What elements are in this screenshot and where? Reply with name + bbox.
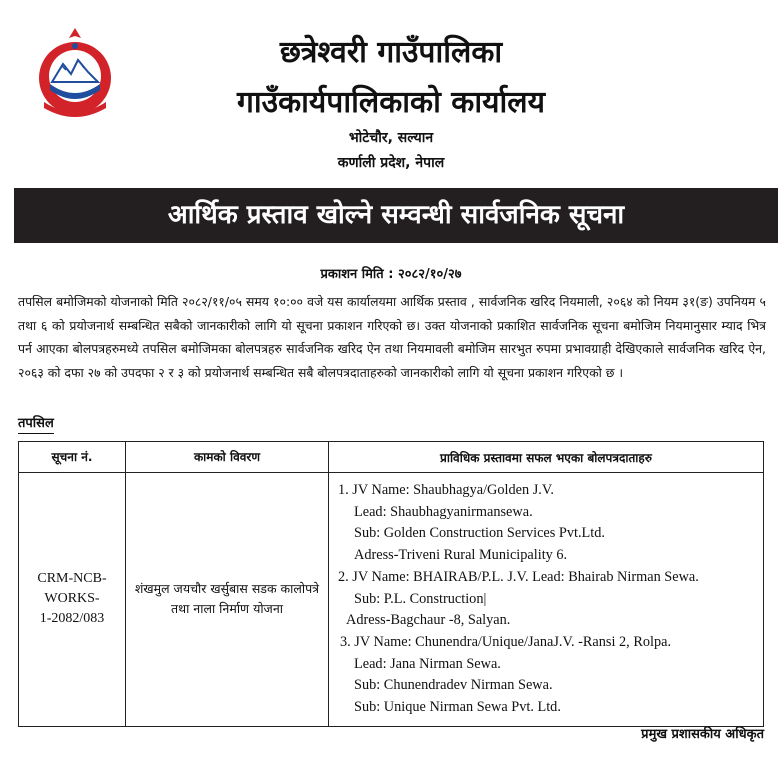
work-description-cell: शंखमुल जयचौर खर्सुबास सडक कालोपत्रे तथा नाला निर्माण योजना — [126, 473, 329, 727]
header-bidders: प्राविधिक प्रस्तावमा सफल भएका बोलपत्रदाताहरु — [329, 442, 764, 473]
header — [0, 0, 782, 188]
bidder-table — [18, 441, 764, 727]
list-item: Sub: Golden Construction Services Pvt.Ltd. — [354, 525, 605, 542]
header-work-description: कामको विवरण — [126, 442, 329, 473]
bidders-cell — [329, 473, 764, 727]
office-title: छत्रेश्वरी गाउँपालिका — [279, 35, 503, 70]
list-item: Sub: Chunendradev Nirman Sewa. — [354, 677, 553, 694]
list-item: Sub: Unique Nirman Sewa Pvt. Ltd. — [354, 699, 561, 716]
header-notice-no: सूचना नं. — [19, 442, 126, 473]
notice-no-cell — [19, 473, 126, 727]
notice-no-line: 1-2082/083 — [39, 611, 105, 627]
notice-no-line: WORKS- — [44, 591, 100, 607]
province-line: कर्णाली प्रदेश, नेपाल — [337, 155, 445, 171]
list-item: Lead: Shaubhagyanirmansewa. — [354, 503, 533, 520]
office-subtitle: गाउँकार्यपालिकाको कार्यालय — [236, 85, 545, 120]
schedule-heading: तपसिल — [18, 415, 54, 434]
address-line: भोटेचौर, सल्यान — [348, 130, 434, 146]
notice-paragraph: तपसिल बमोजिमको योजनाको मिति २०८२/११/०५ समय १०:०० वजे यस कार्यालयमा आर्थिक प्रस्ताव , सार्वजनिक खरिद नियमाली, २०६४ को नियम ३१(ङ) उपनियम ५ तथा ६ को प्रयोजनार्थ सम्बन्धित सबैको जानकारीको लागि यो सूचना प्रकाशन गरिएको छ। उक्त योजनाको प्रकाशित सार्वजनिक सूचना बमोजिम नियमानुसार म्याद भित्र पर्न आएका बोलपत्रहरुमध्ये तपसिल बमोजिमका बोलपत्रहरु सार्वजनिक खरिद ऐन तथा नियमावली बमोजिम सारभुत रुपमा प्रभावग्राही देखिएकाले सार्वजनिक खरिद ऐन, २०६३ को दफा २७ को उपदफा २ र ३ को प्रयोजनार्थ सम्बन्धित सबै बोलपत्रदाताहरुको जानकारीको लागि यो सूचना प्रकाशन गरिएको छ । — [18, 294, 766, 380]
publication-date: प्रकाशन मिति : २०८२/१०/२७ — [320, 267, 462, 282]
signatory-title: प्रमुख प्रशासकीय अधिकृत — [641, 727, 764, 742]
notice-banner: आर्थिक प्रस्ताव खोल्ने सम्वन्धी सार्वजनिक सूचना — [14, 188, 778, 243]
list-item: 1. JV Name: Shaubhagya/Golden J.V. — [338, 482, 554, 498]
list-item: Adress-Bagchaur -8, Salyan. — [346, 612, 511, 629]
list-item: 3. JV Name: Chunendra/Unique/JanaJ.V. -Ransi 2, Rolpa. — [340, 633, 672, 650]
table-row — [19, 473, 764, 727]
list-item: Adress-Triveni Rural Municipality 6. — [354, 547, 568, 564]
list-item: Sub: P.L. Construction| — [354, 590, 487, 607]
list-item: 2. JV Name: BHAIRAB/P.L. J.V. Lead: Bhairab Nirman Sewa. — [338, 568, 699, 585]
notice-no-line: CRM-NCB- — [37, 571, 107, 587]
bidder-list — [330, 474, 762, 725]
list-item: Lead: Jana Nirman Sewa. — [354, 655, 501, 672]
table-header-row — [19, 442, 764, 473]
